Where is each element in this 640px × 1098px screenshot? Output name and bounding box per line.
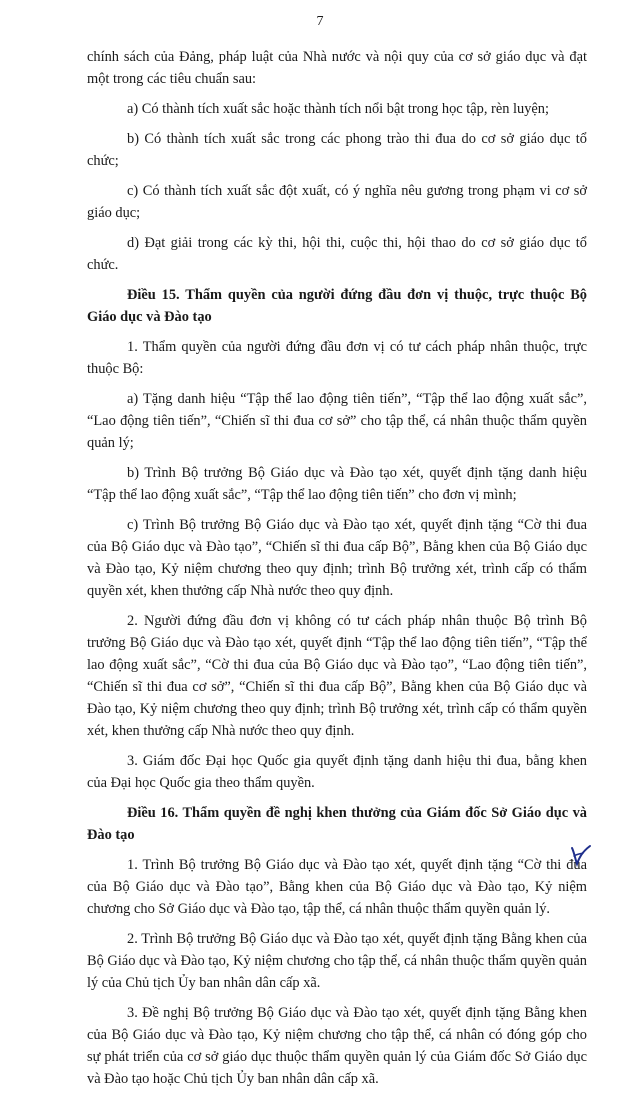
article-16-clause-3: 3. Đề nghị Bộ trưởng Bộ Giáo dục và Đào tạo xét, quyết định tặng Bằng khen của Bộ Giáo dục và Đào tạo, Kỷ niệm chương cho tập thể, cá nhân có đóng góp cho sự phát triển của cơ sở giáo dục thuộc thẩm quyền quản lý của Giám đốc Sở Giáo dục và Đào tạo hoặc Chủ tịch Ủy ban nhân dân cấp xã. bbox=[87, 1005, 587, 1087]
criterion-d: d) Đạt giải trong các kỳ thi, hội thi, cuộc thi, hội thao do cơ sở giáo dục tổ chức. bbox=[87, 235, 587, 273]
criterion-a: a) Có thành tích xuất sắc hoặc thành tích nổi bật trong học tập, rèn luyện; bbox=[127, 101, 550, 117]
article-15-clause-3: 3. Giám đốc Đại học Quốc gia quyết định tặng danh hiệu thi đua, bằng khen của Đại học Quốc gia theo thẩm quyền. bbox=[87, 753, 587, 791]
criterion-b: b) Có thành tích xuất sắc trong các phong trào thi đua do cơ sở giáo dục tổ chức; bbox=[87, 131, 587, 169]
article-15-clause-1c: c) Trình Bộ trưởng Bộ Giáo dục và Đào tạo xét, quyết định tặng “Cờ thi đua của Bộ Giáo dục và Đào tạo”, “Chiến sĩ thi đua cấp Bộ”, Bằng khen của Bộ Giáo dục và Đào tạo, Kỷ niệm chương theo quy định; trình Bộ trưởng xét, trình cấp có thẩm quyền xét, khen thưởng cấp Nhà nước theo quy định. bbox=[87, 517, 587, 599]
document-body bbox=[87, 46, 587, 1098]
paragraph-continuation: chính sách của Đảng, pháp luật của Nhà nước và nội quy của cơ sở giáo dục và đạt một trong các tiêu chuẩn sau: bbox=[87, 49, 587, 87]
criterion-c: c) Có thành tích xuất sắc đột xuất, có ý nghĩa nêu gương trong phạm vi cơ sở giáo dục; bbox=[87, 183, 587, 221]
article-16-clause-1: 1. Trình Bộ trưởng Bộ Giáo dục và Đào tạo xét, quyết định tặng “Cờ thi đua của Bộ Giáo dục và Đào tạo”, Bằng khen của Bộ Giáo dục và Đào tạo, Kỷ niệm chương cho Sở Giáo dục và Đào tạo, tập thể, cá nhân thuộc thẩm quyền quản lý. bbox=[87, 857, 587, 917]
article-15-clause-1a: a) Tặng danh hiệu “Tập thể lao động tiên tiến”, “Tập thể lao động xuất sắc”, “Lao động tiên tiến”, “Chiến sĩ thi đua cơ sở” cho tập thể, cá nhân thuộc thẩm quyền quản lý; bbox=[87, 391, 587, 451]
article-16-heading: Điều 16. Thẩm quyền đề nghị khen thưởng của Giám đốc Sở Giáo dục và Đào tạo bbox=[87, 805, 587, 843]
article-15-clause-1b: b) Trình Bộ trưởng Bộ Giáo dục và Đào tạo xét, quyết định tặng danh hiệu “Tập thể lao động xuất sắc”, “Tập thể lao động tiên tiến” cho đơn vị mình; bbox=[87, 465, 587, 503]
article-15-clause-2: 2. Người đứng đầu đơn vị không có tư cách pháp nhân thuộc Bộ trình Bộ trưởng Bộ Giáo dục và Đào tạo xét, quyết định “Tập thể lao động tiên tiến”, “Tập thể lao động xuất sắc”, “Cờ thi đua của Bộ Giáo dục và Đào tạo”, “Lao động tiên tiến”, “Chiến sĩ thi đua cơ sở”, “Chiến sĩ thi đua cấp Bộ”, Bằng khen của Bộ Giáo dục và Đào tạo, Kỷ niệm chương theo quy định; trình Bộ trưởng xét, trình cấp có thẩm quyền xét, khen thưởng cấp Nhà nước theo quy định. bbox=[87, 613, 587, 739]
article-15-heading: Điều 15. Thẩm quyền của người đứng đầu đơn vị thuộc, trực thuộc Bộ Giáo dục và Đào tạo bbox=[87, 287, 587, 325]
page-number: 7 bbox=[316, 14, 324, 29]
article-15-clause-1: 1. Thẩm quyền của người đứng đầu đơn vị có tư cách pháp nhân thuộc, trực thuộc Bộ: bbox=[87, 339, 587, 377]
initials-mark-icon bbox=[568, 842, 594, 868]
article-16-clause-2: 2. Trình Bộ trưởng Bộ Giáo dục và Đào tạo xét, quyết định tặng Bằng khen của Bộ Giáo dục và Đào tạo, Kỷ niệm chương cho tập thể, cá nhân thuộc thẩm quyền quản lý của Chủ tịch Ủy ban nhân dân cấp xã. bbox=[87, 931, 587, 991]
